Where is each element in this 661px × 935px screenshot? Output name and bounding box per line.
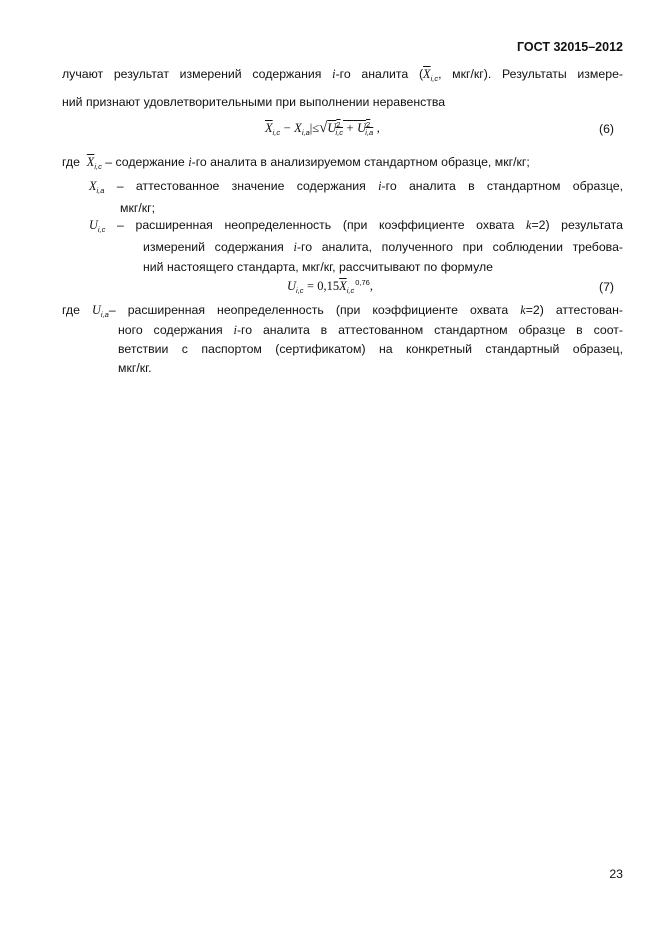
plus-sign: + bbox=[346, 121, 354, 135]
definition-2-line-1 bbox=[89, 179, 623, 195]
subscript: i,a bbox=[100, 310, 109, 319]
definition-3-line-3: ний настоящего стандарта, мкг/кг, рассчитывают по формуле bbox=[143, 260, 493, 274]
subscript: i,a bbox=[96, 186, 105, 195]
subscript: i,c bbox=[430, 74, 439, 83]
symbol-u: U bbox=[92, 303, 101, 317]
symbol-x-bar: $\overline{X}$ bbox=[339, 279, 347, 293]
text: -го аналита в стандартном образце, bbox=[381, 179, 623, 193]
text: =2) результата bbox=[531, 218, 623, 232]
equation-6 bbox=[265, 120, 380, 137]
var-i: i bbox=[293, 240, 297, 254]
var-k: k bbox=[525, 218, 532, 232]
definition-3-line-2 bbox=[143, 240, 623, 255]
symbol-x: X bbox=[294, 121, 302, 135]
definition-4-line-1 bbox=[62, 303, 623, 319]
definition-4-line-3: ветствии с паспортом (сертификатом) на конкретный стандартный образец, bbox=[118, 342, 623, 356]
symbol-u: U bbox=[89, 218, 98, 232]
definition-4-line-4: мкг/кг. bbox=[118, 361, 152, 375]
symbol-u: U bbox=[357, 121, 367, 135]
text: -го аналита в аттестованном стандартном образце в соот- bbox=[236, 323, 623, 337]
symbol-u: U bbox=[327, 121, 337, 135]
text: -го аналита ( bbox=[335, 67, 424, 81]
var-k: k bbox=[520, 303, 526, 317]
subscript: i,c bbox=[346, 286, 355, 295]
superscript-2: 2 bbox=[336, 120, 341, 129]
where-label: где bbox=[62, 303, 80, 317]
equation-number-6: (6) bbox=[598, 122, 614, 136]
equals-coefficient: = 0,15 bbox=[307, 279, 340, 293]
definition-1 bbox=[62, 155, 530, 171]
text: измерений содержания bbox=[143, 240, 284, 254]
subscript: i,a bbox=[301, 128, 310, 137]
definition-4-line-2 bbox=[118, 323, 623, 338]
var-i: i bbox=[332, 67, 336, 81]
leq-sign: |≤ bbox=[309, 121, 320, 135]
subscript: i,c bbox=[97, 225, 106, 234]
text: лучают результат измерений содержания bbox=[62, 67, 322, 81]
subscript: i,a bbox=[365, 128, 374, 137]
where-label: где bbox=[62, 155, 80, 169]
minus-sign: − bbox=[283, 121, 291, 135]
symbol-u: U bbox=[287, 279, 297, 293]
var-i: i bbox=[233, 323, 237, 337]
text: -го аналита в анализируемом стандартном образце, мкг/кг; bbox=[191, 155, 530, 169]
sqrt-body bbox=[327, 121, 373, 135]
page-number: 23 bbox=[609, 867, 623, 881]
text: ного содержания bbox=[118, 323, 223, 337]
paragraph-line-1 bbox=[62, 67, 623, 83]
text: – расширенная неопределенность (при коэффициенте охвата bbox=[108, 303, 509, 317]
text: , мкг/кг). Результаты измере- bbox=[438, 67, 623, 81]
comma: , bbox=[369, 279, 373, 293]
subscript: i,c bbox=[335, 128, 344, 137]
subscript: i,c bbox=[272, 128, 281, 137]
symbol-x-bar: $\overline{X}$ bbox=[86, 155, 95, 169]
text: – содержание bbox=[105, 155, 185, 169]
paragraph-line-2: ний признают удовлетворительными при выполнении неравенства bbox=[62, 95, 446, 109]
comma: , bbox=[376, 121, 380, 135]
sqrt-sign: √ bbox=[319, 120, 328, 136]
text: =2) аттестован- bbox=[525, 303, 623, 317]
document-header-title: ГОСТ 32015–2012 bbox=[517, 40, 623, 54]
text: – аттестованное значение содержания bbox=[116, 179, 366, 193]
definition-2-line-2: мкг/кг; bbox=[120, 201, 156, 215]
definition-3-line-1 bbox=[89, 218, 623, 234]
var-i: i bbox=[378, 179, 382, 193]
text: -го аналита, полученного при соблюдении требова- bbox=[296, 240, 623, 254]
var-i: i bbox=[188, 155, 192, 169]
subscript: i,c bbox=[94, 162, 102, 171]
superscript-2: 2 bbox=[366, 120, 371, 129]
equation-7 bbox=[287, 278, 373, 295]
symbol-x: X bbox=[89, 179, 97, 193]
symbol-x-bar: $\overline{X}$ bbox=[265, 121, 273, 135]
symbol-x-bar: $\overline{X}$ bbox=[423, 67, 431, 81]
text: – расширенная неопределенность (при коэффициенте охвата bbox=[117, 218, 515, 232]
subscript: i,c bbox=[296, 286, 304, 295]
exponent: 0,76 bbox=[355, 278, 370, 287]
equation-number-7: (7) bbox=[598, 280, 614, 294]
